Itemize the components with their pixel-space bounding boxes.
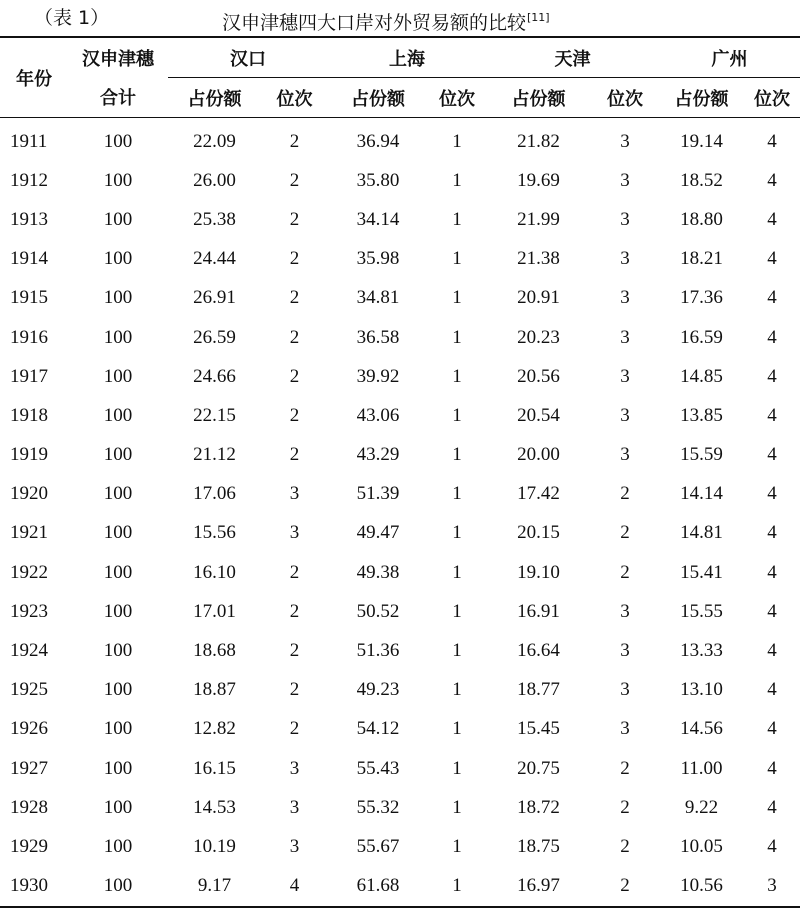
hankou-rank-cell: 2 (289, 248, 300, 270)
shanghai-rank-cell: 1 (452, 640, 462, 662)
hankou-share-cell: 26.59 (193, 326, 236, 348)
table-row (0, 240, 800, 279)
guangzhou-share-cell: 18.21 (680, 248, 723, 270)
hankou-rank-cell: 2 (289, 444, 300, 466)
guangzhou-rank-cell: 4 (767, 483, 777, 505)
tianjin-rank-cell: 3 (620, 640, 630, 662)
shanghai-share-cell: 50.52 (356, 600, 400, 622)
hankou-share-cell: 22.15 (193, 404, 236, 426)
guangzhou-rank-cell: 4 (767, 208, 777, 230)
hankou-share-cell: 25.38 (193, 208, 236, 230)
total-cell: 100 (103, 365, 133, 387)
year-cell: 1911 (10, 130, 48, 152)
year-cell: 1921 (10, 522, 48, 544)
hankou-rank-cell: 2 (289, 679, 300, 701)
table-row (0, 475, 800, 514)
table-header (0, 37, 800, 118)
total-cell: 100 (103, 169, 133, 191)
header-row-2 (0, 78, 800, 118)
year-cell: 1915 (10, 287, 48, 309)
guangzhou-share-cell: 15.59 (680, 444, 723, 466)
tianjin-rank-cell: 3 (620, 444, 630, 466)
year-cell: 1929 (10, 835, 48, 857)
year-header: 年份 (16, 68, 52, 90)
table-row (0, 279, 800, 318)
guangzhou-rank-cell: 4 (767, 640, 777, 662)
guangzhou-rank-cell: 3 (767, 875, 777, 897)
tianjin-share-cell: 16.64 (517, 640, 560, 662)
total-cell: 100 (103, 561, 133, 583)
tianjin-rank-cell: 3 (620, 365, 630, 387)
tianjin-share-cell: 20.54 (517, 404, 560, 426)
hankou-share-cell: 21.12 (193, 444, 236, 466)
shanghai-rank-cell: 1 (452, 444, 462, 466)
hankou-share-cell: 24.44 (193, 248, 236, 270)
table-row (0, 788, 800, 827)
guangzhou-share-cell: 9.22 (684, 796, 719, 818)
hankou-share-cell: 18.68 (193, 640, 236, 662)
shanghai-share-cell: 55.32 (356, 796, 400, 818)
port-header-guangzhou: 广州 (659, 37, 800, 78)
hankou-rank-cell: 3 (289, 757, 300, 779)
shanghai-rank-cell: 1 (452, 208, 462, 230)
shanghai-share-cell: 34.81 (356, 287, 400, 309)
tianjin-share-cell: 16.97 (517, 875, 560, 897)
shanghai-share-cell: 35.80 (356, 169, 400, 191)
shanghai-rank-cell: 1 (452, 287, 462, 309)
table-title-text: 汉申津穗四大口岸对外贸易额的比较 (222, 12, 527, 34)
hankou-share-cell: 24.66 (193, 365, 236, 387)
tianjin-share-cell: 20.75 (517, 757, 560, 779)
guangzhou-rank-cell: 4 (767, 718, 777, 740)
total-cell: 100 (103, 679, 133, 701)
tianjin-rank-cell: 3 (620, 248, 630, 270)
guangzhou-rank-cell: 4 (767, 600, 777, 622)
hankou-rank-cell: 2 (289, 287, 300, 309)
tianjin-rank-cell: 3 (620, 718, 630, 740)
shanghai-share-cell: 34.14 (356, 208, 400, 230)
table-label: （表 1） (34, 7, 110, 29)
share-header: 占份额 (187, 88, 242, 110)
year-cell: 1916 (10, 326, 48, 348)
shanghai-rank-cell: 1 (452, 522, 462, 544)
hankou-share-cell: 26.91 (193, 287, 236, 309)
guangzhou-share-cell: 14.56 (680, 718, 723, 740)
total-cell: 100 (103, 208, 133, 230)
guangzhou-rank-cell: 4 (767, 169, 777, 191)
total-header-line1: 汉申津穗 (82, 48, 154, 70)
hankou-share-cell: 16.10 (193, 561, 236, 583)
shanghai-share-cell: 55.43 (356, 757, 400, 779)
year-cell: 1913 (10, 208, 48, 230)
shanghai-rank-cell: 1 (452, 130, 462, 152)
table-row (0, 436, 800, 475)
tianjin-rank-cell: 3 (620, 130, 630, 152)
year-cell: 1927 (10, 757, 48, 779)
hankou-share-cell: 15.56 (193, 522, 236, 544)
guangzhou-rank-cell: 4 (767, 404, 777, 426)
total-cell: 100 (103, 444, 133, 466)
table-row (0, 357, 800, 396)
shanghai-rank-cell: 1 (452, 796, 462, 818)
hankou-rank-cell: 2 (289, 561, 300, 583)
hankou-rank-cell: 2 (289, 208, 300, 230)
year-cell: 1926 (10, 718, 48, 740)
rank-header: 位次 (276, 88, 313, 110)
guangzhou-rank-cell: 4 (767, 365, 777, 387)
table-body (0, 118, 800, 907)
table-row (0, 710, 800, 749)
year-cell: 1924 (10, 640, 48, 662)
total-header-line2: 合计 (100, 88, 136, 110)
shanghai-rank-cell: 1 (452, 248, 462, 270)
table-row (0, 867, 800, 907)
hankou-rank-cell: 3 (289, 483, 300, 505)
hankou-rank-cell: 2 (289, 169, 300, 191)
port-header-hankou: 汉口 (168, 37, 328, 78)
tianjin-rank-cell: 2 (620, 796, 630, 818)
guangzhou-rank-cell: 4 (767, 835, 777, 857)
table-row (0, 200, 800, 239)
share-header: 占份额 (674, 88, 729, 110)
guangzhou-share-cell: 19.14 (680, 130, 723, 152)
table-row (0, 318, 800, 357)
guangzhou-rank-cell: 4 (767, 561, 777, 583)
year-cell: 1917 (10, 365, 48, 387)
hankou-share-cell: 17.06 (193, 483, 236, 505)
year-cell: 1930 (10, 875, 48, 897)
total-cell: 100 (103, 875, 133, 897)
rank-header: 位次 (754, 88, 790, 110)
year-cell: 1914 (10, 248, 48, 270)
hankou-share-cell: 9.17 (197, 875, 232, 897)
port-header-shanghai: 上海 (328, 37, 486, 78)
tianjin-share-cell: 15.45 (517, 718, 560, 740)
shanghai-share-cell: 43.29 (356, 444, 400, 466)
guangzhou-share-cell: 11.00 (680, 757, 723, 779)
shanghai-rank-cell: 1 (452, 326, 462, 348)
shanghai-share-cell: 51.36 (356, 640, 400, 662)
shanghai-share-cell: 54.12 (356, 718, 400, 740)
guangzhou-share-cell: 14.81 (680, 522, 723, 544)
share-header: 占份额 (351, 88, 405, 110)
tianjin-rank-cell: 2 (620, 483, 630, 505)
year-cell: 1923 (10, 600, 48, 622)
shanghai-rank-cell: 1 (452, 835, 462, 857)
tianjin-share-cell: 20.15 (517, 522, 560, 544)
tianjin-rank-cell: 3 (620, 208, 630, 230)
tianjin-rank-cell: 3 (620, 679, 630, 701)
hankou-rank-cell: 3 (289, 522, 300, 544)
tianjin-rank-cell: 3 (620, 169, 630, 191)
total-cell: 100 (103, 640, 133, 662)
tianjin-rank-cell: 3 (620, 287, 630, 309)
guangzhou-share-cell: 14.85 (680, 365, 723, 387)
shanghai-rank-cell: 1 (452, 718, 462, 740)
shanghai-share-cell: 43.06 (356, 404, 400, 426)
shanghai-rank-cell: 1 (452, 875, 462, 897)
table-row (0, 118, 800, 162)
shanghai-share-cell: 49.23 (356, 679, 400, 701)
guangzhou-rank-cell: 4 (767, 796, 777, 818)
share-header: 占份额 (511, 88, 566, 110)
hankou-rank-cell: 3 (289, 796, 300, 818)
hankou-rank-cell: 4 (289, 875, 300, 897)
table-row (0, 749, 800, 788)
total-cell: 100 (103, 835, 133, 857)
trade-share-table (0, 36, 800, 908)
tianjin-rank-cell: 3 (620, 404, 630, 426)
shanghai-share-cell: 49.38 (356, 561, 400, 583)
total-cell: 100 (103, 522, 133, 544)
rank-header: 位次 (607, 88, 643, 110)
hankou-share-cell: 16.15 (193, 757, 236, 779)
guangzhou-share-cell: 13.33 (680, 640, 723, 662)
tianjin-rank-cell: 2 (620, 561, 630, 583)
table-row (0, 827, 800, 866)
total-cell: 100 (103, 757, 133, 779)
shanghai-rank-cell: 1 (452, 483, 462, 505)
tianjin-rank-cell: 2 (620, 835, 630, 857)
total-cell: 100 (103, 326, 133, 348)
reference-marker: [11] (527, 11, 550, 24)
guangzhou-share-cell: 10.05 (680, 835, 723, 857)
guangzhou-share-cell: 15.41 (680, 561, 723, 583)
port-header-tianjin: 天津 (486, 37, 659, 78)
shanghai-share-cell: 36.58 (356, 326, 400, 348)
tianjin-share-cell: 20.91 (517, 287, 560, 309)
table-row (0, 592, 800, 631)
guangzhou-share-cell: 17.36 (680, 287, 723, 309)
guangzhou-rank-cell: 4 (767, 757, 777, 779)
guangzhou-rank-cell: 4 (767, 326, 777, 348)
hankou-share-cell: 18.87 (193, 679, 236, 701)
total-cell: 100 (103, 248, 133, 270)
shanghai-rank-cell: 1 (452, 561, 462, 583)
hankou-rank-cell: 2 (289, 718, 300, 740)
tianjin-share-cell: 17.42 (517, 483, 560, 505)
tianjin-share-cell: 16.91 (517, 600, 560, 622)
hankou-share-cell: 10.19 (193, 835, 236, 857)
tianjin-share-cell: 21.82 (517, 130, 560, 152)
hankou-rank-cell: 2 (289, 130, 300, 152)
guangzhou-rank-cell: 4 (767, 130, 777, 152)
shanghai-share-cell: 39.92 (356, 365, 400, 387)
hankou-rank-cell: 2 (289, 365, 300, 387)
total-cell: 100 (103, 483, 133, 505)
shanghai-rank-cell: 1 (452, 679, 462, 701)
tianjin-share-cell: 18.77 (517, 679, 560, 701)
tianjin-rank-cell: 2 (620, 875, 630, 897)
hankou-share-cell: 14.53 (193, 796, 236, 818)
hankou-rank-cell: 2 (289, 326, 300, 348)
tianjin-share-cell: 20.56 (517, 365, 560, 387)
tianjin-share-cell: 20.23 (517, 326, 560, 348)
table-title (222, 4, 550, 37)
shanghai-share-cell: 51.39 (356, 483, 400, 505)
hankou-rank-cell: 2 (289, 600, 300, 622)
tianjin-share-cell: 19.69 (517, 169, 560, 191)
guangzhou-rank-cell: 4 (767, 679, 777, 701)
guangzhou-rank-cell: 4 (767, 444, 777, 466)
hankou-rank-cell: 2 (289, 640, 300, 662)
tianjin-rank-cell: 2 (620, 757, 630, 779)
hankou-rank-cell: 3 (289, 835, 300, 857)
table-row (0, 671, 800, 710)
guangzhou-rank-cell: 4 (767, 287, 777, 309)
tianjin-share-cell: 18.75 (517, 835, 560, 857)
guangzhou-share-cell: 14.14 (680, 483, 723, 505)
hankou-share-cell: 22.09 (193, 130, 236, 152)
shanghai-share-cell: 35.98 (356, 248, 400, 270)
hankou-share-cell: 26.00 (193, 169, 236, 191)
shanghai-rank-cell: 1 (452, 169, 462, 191)
total-cell: 100 (103, 796, 133, 818)
shanghai-rank-cell: 1 (452, 757, 462, 779)
total-cell: 100 (103, 130, 133, 152)
guangzhou-share-cell: 18.52 (680, 169, 723, 191)
hankou-rank-cell: 2 (289, 404, 300, 426)
total-cell: 100 (103, 287, 133, 309)
rank-header: 位次 (439, 88, 475, 110)
hankou-share-cell: 17.01 (193, 600, 236, 622)
year-cell: 1912 (10, 169, 48, 191)
tianjin-share-cell: 20.00 (517, 444, 560, 466)
table-row (0, 553, 800, 592)
shanghai-rank-cell: 1 (452, 365, 462, 387)
table-row (0, 396, 800, 435)
header-row-1 (0, 37, 800, 78)
guangzhou-rank-cell: 4 (767, 248, 777, 270)
shanghai-share-cell: 61.68 (356, 875, 400, 897)
total-cell: 100 (103, 718, 133, 740)
table-caption (0, 4, 800, 32)
year-cell: 1920 (10, 483, 48, 505)
guangzhou-share-cell: 13.85 (680, 404, 723, 426)
shanghai-share-cell: 49.47 (356, 522, 400, 544)
table-row (0, 631, 800, 670)
guangzhou-share-cell: 18.80 (680, 208, 723, 230)
tianjin-share-cell: 21.38 (517, 248, 560, 270)
year-cell: 1918 (10, 404, 48, 426)
year-cell: 1925 (10, 679, 48, 701)
guangzhou-share-cell: 13.10 (680, 679, 723, 701)
total-cell: 100 (103, 600, 133, 622)
year-cell: 1928 (10, 796, 48, 818)
shanghai-rank-cell: 1 (452, 404, 462, 426)
table-row (0, 514, 800, 553)
year-cell: 1919 (10, 444, 48, 466)
shanghai-rank-cell: 1 (452, 600, 462, 622)
total-cell: 100 (103, 404, 133, 426)
guangzhou-share-cell: 10.56 (680, 875, 723, 897)
table-row (0, 161, 800, 200)
tianjin-rank-cell: 3 (620, 326, 630, 348)
tianjin-rank-cell: 2 (620, 522, 630, 544)
shanghai-share-cell: 36.94 (356, 130, 400, 152)
guangzhou-share-cell: 16.59 (680, 326, 723, 348)
guangzhou-rank-cell: 4 (767, 522, 777, 544)
tianjin-rank-cell: 3 (620, 600, 630, 622)
hankou-share-cell: 12.82 (193, 718, 236, 740)
tianjin-share-cell: 18.72 (517, 796, 560, 818)
tianjin-share-cell: 19.10 (517, 561, 560, 583)
guangzhou-share-cell: 15.55 (680, 600, 723, 622)
shanghai-share-cell: 55.67 (356, 835, 400, 857)
year-cell: 1922 (10, 561, 48, 583)
tianjin-share-cell: 21.99 (517, 208, 560, 230)
